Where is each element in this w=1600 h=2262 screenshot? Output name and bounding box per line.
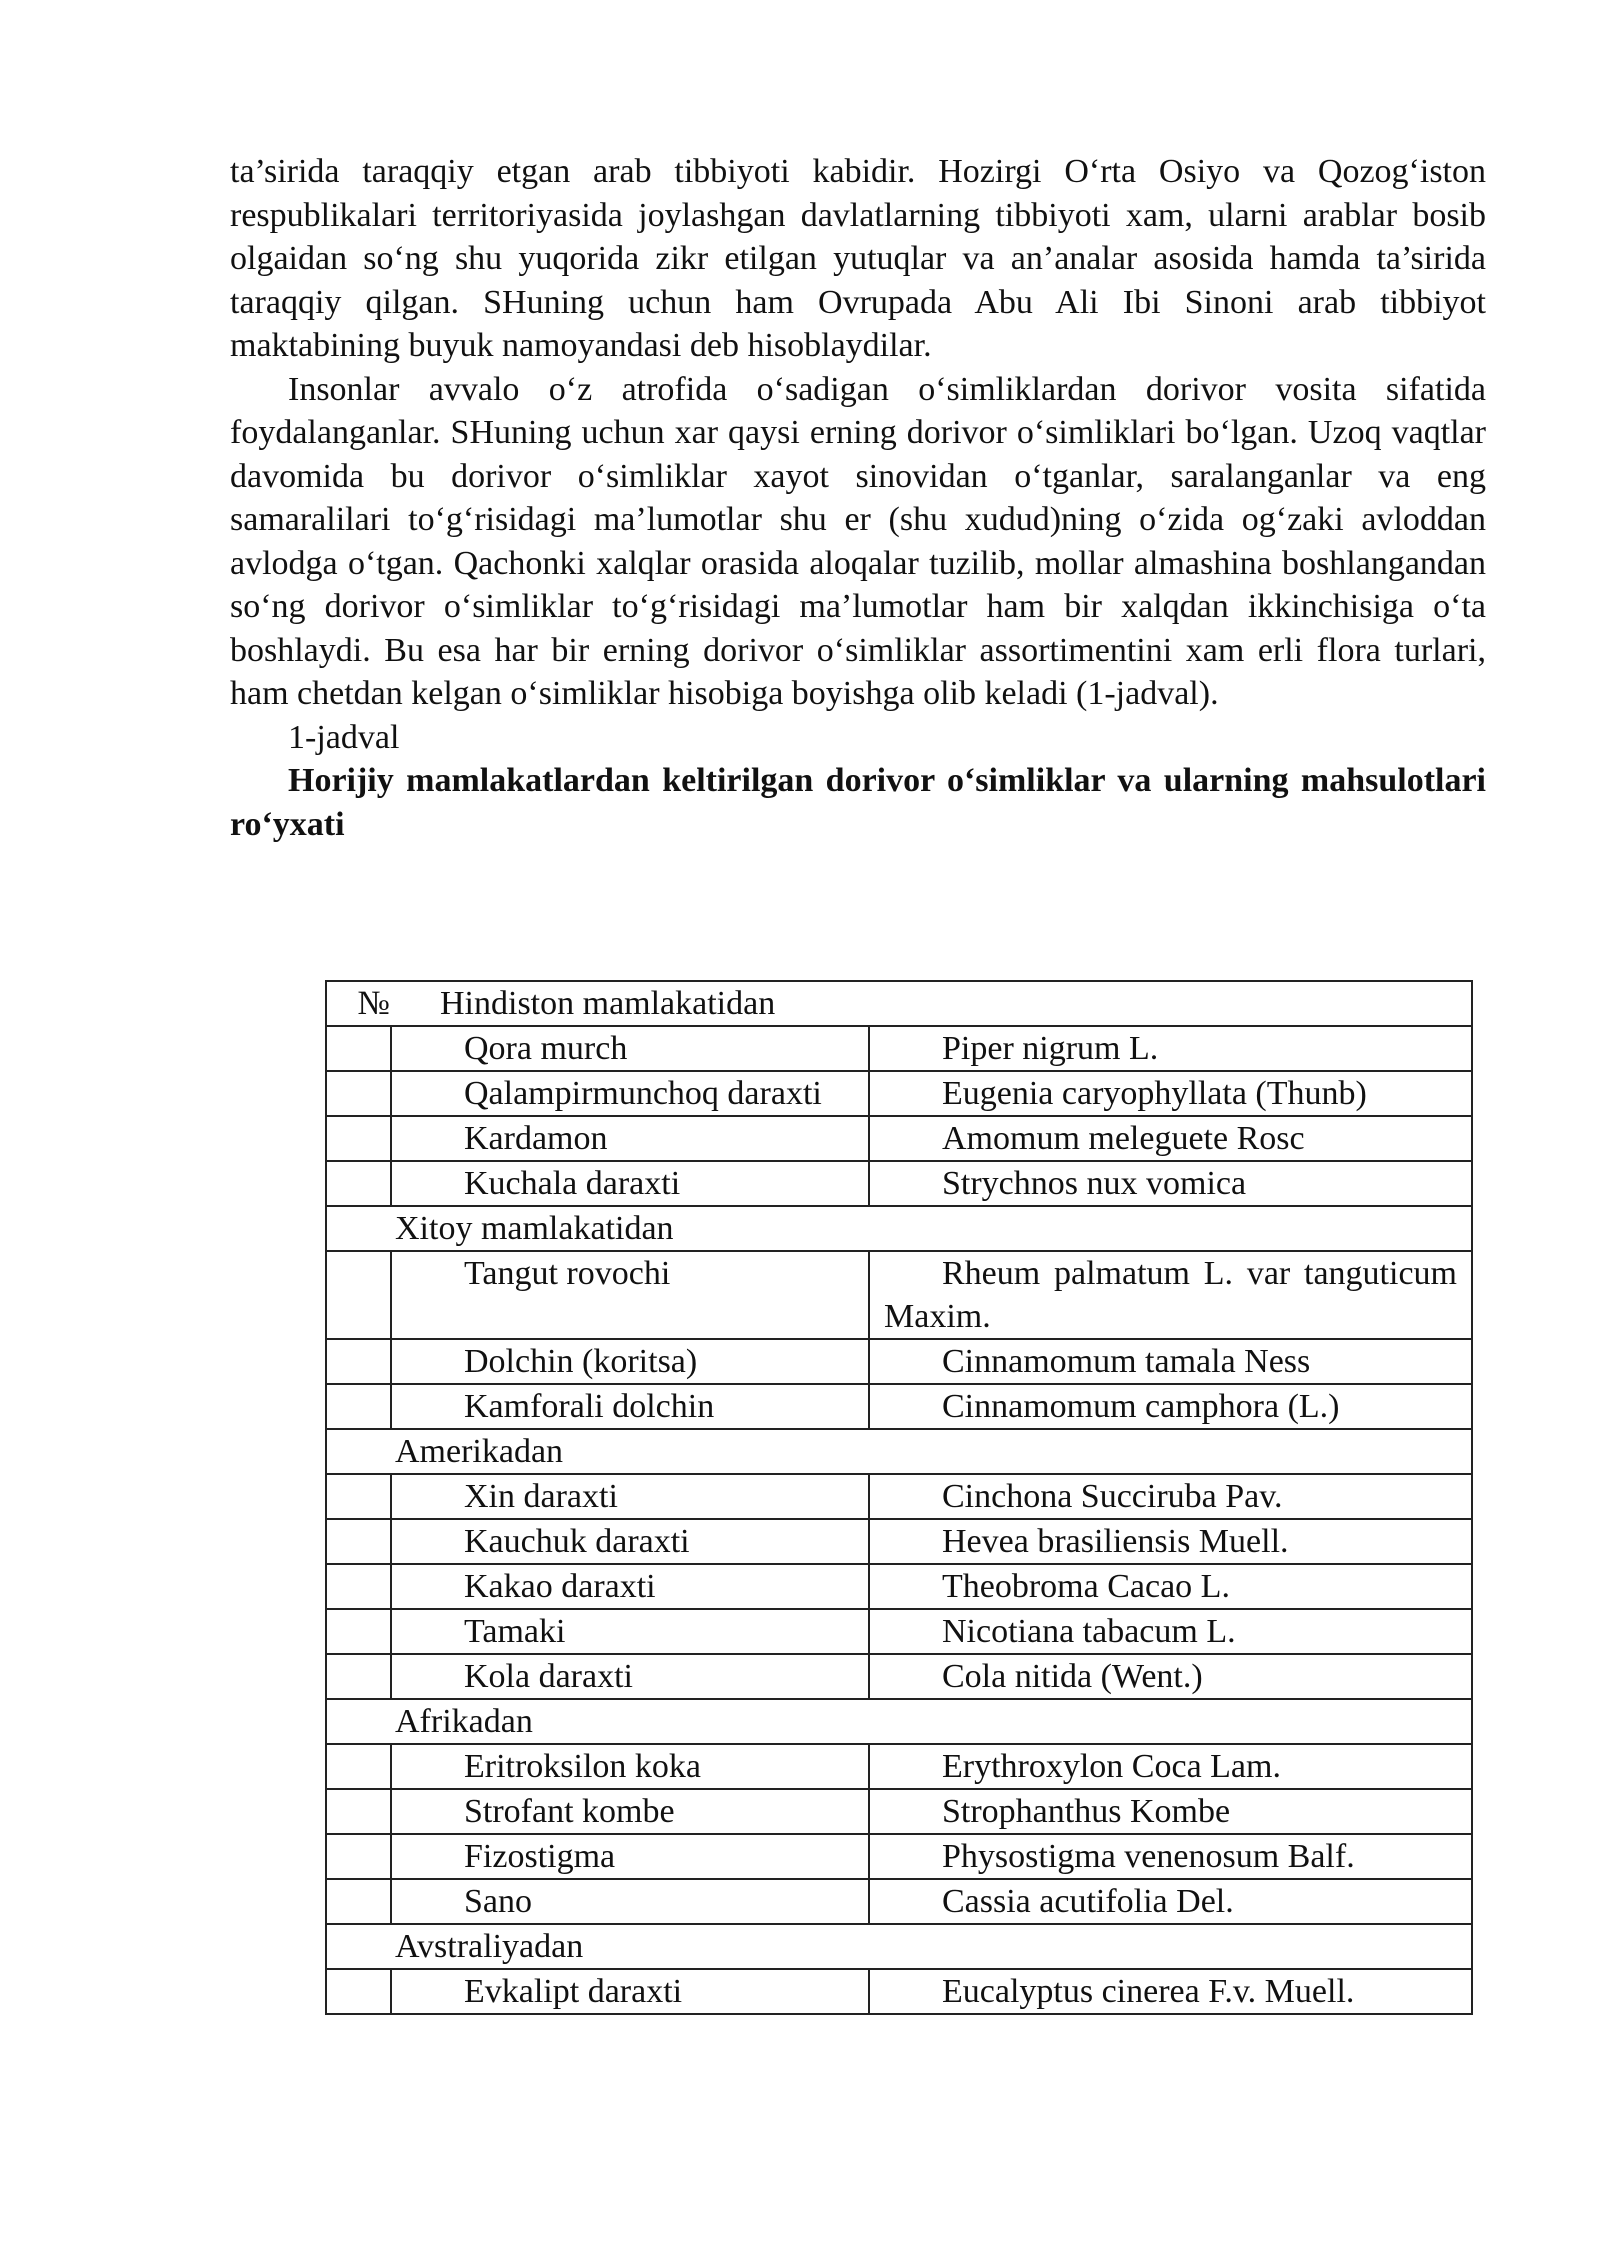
region-name: Amerikadan xyxy=(395,1433,564,1470)
plant-name-cell xyxy=(391,1339,869,1384)
region-name: Avstraliyadan xyxy=(395,1928,584,1965)
latin-name-cell xyxy=(869,1161,1472,1206)
plant-name: Evkalipt daraxti xyxy=(464,1973,683,2010)
table-row xyxy=(326,1161,1472,1206)
row-number-cell xyxy=(326,1879,391,1924)
region-row xyxy=(326,1924,1472,1969)
latin-name-cell xyxy=(869,1969,1472,2014)
plant-name-cell xyxy=(391,1384,869,1429)
region-row xyxy=(326,981,1472,1026)
latin-name: Rheum palmatum L. var tanguticum Maxim. xyxy=(884,1255,1457,1335)
paragraph-1: ta’sirida taraqqiy etgan arab tibbiyoti kabidir. Hozirgi O‘rta Osiyo va Qozog‘iston respublikalari territoriyasida joylashgan davlatlarning tibbiyoti xam, ularni arablar bosib olgaidan so‘ng shu yuqorida zikr etilgan yutuqlar va an’analar asosida hamda ta’sirida taraqqiy qilgan. SHuning uchun ham Ovrupada Abu Ali Ibi Sinoni arab tibbiyot maktabining buyuk namoyandasi deb hisoblaydilar. xyxy=(230,153,1486,364)
region-cell xyxy=(326,981,1472,1026)
row-number-cell xyxy=(326,1969,391,2014)
plants-table-body xyxy=(326,981,1472,2014)
table-row xyxy=(326,1564,1472,1609)
number-header: № xyxy=(357,985,390,1022)
plant-name-cell xyxy=(391,1251,869,1339)
latin-name: Amomum meleguete Rosc xyxy=(942,1120,1305,1157)
plant-name: Kardamon xyxy=(464,1120,608,1157)
latin-name: Strophanthus Kombe xyxy=(942,1793,1231,1830)
region-name: Hindiston mamlakatidan xyxy=(440,985,776,1022)
region-cell xyxy=(326,1206,1472,1251)
row-number-cell xyxy=(326,1474,391,1519)
plant-name: Kamforali dolchin xyxy=(464,1388,715,1425)
plant-name-cell xyxy=(391,1026,869,1071)
plant-name: Qalampirmunchoq daraxti xyxy=(464,1075,822,1112)
row-number-cell xyxy=(326,1339,391,1384)
row-number-cell xyxy=(326,1789,391,1834)
latin-name-cell xyxy=(869,1116,1472,1161)
latin-name-cell xyxy=(869,1564,1472,1609)
plant-name-cell xyxy=(391,1879,869,1924)
table-row xyxy=(326,1519,1472,1564)
table-row xyxy=(326,1339,1472,1384)
paragraph-2: Insonlar avvalo o‘z atrofida o‘sadigan o‘simliklardan dorivor vosita sifatida foydalanganlar. SHuning uchun xar qaysi erning dorivor o‘simliklari bo‘lgan. Uzoq vaqtlar davomida bu dorivor o‘simliklar xayot sinovidan o‘tganlar, saralanganlar va eng samaralilari to‘g‘risidagi ma’lumotlar shu er (shu xudud)ning o‘zida og‘zaki avloddan avlodga o‘tgan. Qachonki xalqlar orasida aloqalar tuzilib, mollar almashina boshlangandan so‘ng dorivor o‘simliklar to‘g‘risidagi ma’lumotlar ham bir xalqdan ikkinchisiga o‘ta boshlaydi. Bu esa har bir erning dorivor o‘simliklar assortimentini xam erli flora turlari, ham chetdan kelgan o‘simliklar hisobiga boyishga olib keladi (1-jadval). xyxy=(230,370,1486,712)
latin-name: Eugenia caryophyllata (Thunb) xyxy=(942,1075,1367,1112)
latin-name-cell xyxy=(869,1609,1472,1654)
latin-name: Erythroxylon Coca Lam. xyxy=(942,1748,1281,1785)
plant-name: Xin daraxti xyxy=(464,1478,618,1515)
plant-name-cell xyxy=(391,1744,869,1789)
latin-name: Hevea brasiliensis Muell. xyxy=(942,1523,1289,1560)
latin-name: Cinnamomum tamala Ness xyxy=(942,1343,1311,1380)
plant-name: Kauchuk daraxti xyxy=(464,1523,690,1560)
region-row xyxy=(326,1206,1472,1251)
plant-name-cell xyxy=(391,1474,869,1519)
plant-name-cell xyxy=(391,1654,869,1699)
plant-name-cell xyxy=(391,1609,869,1654)
row-number-cell xyxy=(326,1519,391,1564)
table-row xyxy=(326,1609,1472,1654)
plant-name: Fizostigma xyxy=(464,1838,616,1875)
plant-name: Qora murch xyxy=(464,1030,628,1067)
plant-name-cell xyxy=(391,1071,869,1116)
table-caption: 1-jadval xyxy=(288,718,400,756)
latin-name-cell xyxy=(869,1251,1472,1339)
latin-name: Cassia acutifolia Del. xyxy=(942,1883,1234,1920)
latin-name: Eucalyptus cinerea F.v. Muell. xyxy=(942,1973,1355,2010)
table-row xyxy=(326,1116,1472,1161)
plant-name-cell xyxy=(391,1519,869,1564)
row-number-cell xyxy=(326,1384,391,1429)
region-row xyxy=(326,1699,1472,1744)
plant-name-cell xyxy=(391,1969,869,2014)
row-number-cell xyxy=(326,1564,391,1609)
table-row xyxy=(326,1026,1472,1071)
latin-name: Cinchona Succiruba Pav. xyxy=(942,1478,1283,1515)
region-name: Xitoy mamlakatidan xyxy=(395,1210,674,1247)
row-number-cell xyxy=(326,1161,391,1206)
table-row xyxy=(326,1474,1472,1519)
table-row xyxy=(326,1969,1472,2014)
latin-name-cell xyxy=(869,1339,1472,1384)
row-number-cell xyxy=(326,1116,391,1161)
row-number-cell xyxy=(326,1744,391,1789)
latin-name: Nicotiana tabacum L. xyxy=(942,1613,1236,1650)
table-row xyxy=(326,1654,1472,1699)
latin-name-cell xyxy=(869,1654,1472,1699)
latin-name: Strychnos nux vomica xyxy=(942,1165,1247,1202)
plant-name-cell xyxy=(391,1116,869,1161)
table-row xyxy=(326,1384,1472,1429)
document-page xyxy=(230,150,1486,846)
plant-name: Dolchin (koritsa) xyxy=(464,1343,698,1380)
latin-name: Piper nigrum L. xyxy=(942,1030,1159,1067)
table-row xyxy=(326,1071,1472,1116)
plant-name: Kakao daraxti xyxy=(464,1568,656,1605)
latin-name: Theobroma Cacao L. xyxy=(942,1568,1230,1605)
plants-table xyxy=(325,980,1473,2015)
latin-name-cell xyxy=(869,1474,1472,1519)
latin-name-cell xyxy=(869,1384,1472,1429)
region-name: Afrikadan xyxy=(395,1703,533,1740)
region-cell xyxy=(326,1429,1472,1474)
row-number-cell xyxy=(326,1609,391,1654)
latin-name: Physostigma venenosum Balf. xyxy=(942,1838,1355,1875)
latin-name: Cola nitida (Went.) xyxy=(942,1658,1203,1695)
latin-name-cell xyxy=(869,1744,1472,1789)
plant-name: Eritroksilon koka xyxy=(464,1748,702,1785)
latin-name-cell xyxy=(869,1026,1472,1071)
plant-name: Sano xyxy=(464,1883,532,1920)
plant-name-cell xyxy=(391,1834,869,1879)
row-number-cell xyxy=(326,1071,391,1116)
table-title: Horijiy mamlakatlardan keltirilgan dorivor o‘simliklar va ularning mahsulotlari ro‘yxati xyxy=(230,762,1486,843)
table-row xyxy=(326,1834,1472,1879)
plant-name-cell xyxy=(391,1789,869,1834)
region-cell xyxy=(326,1699,1472,1744)
region-cell xyxy=(326,1924,1472,1969)
plant-name: Strofant kombe xyxy=(464,1793,675,1830)
plant-name-cell xyxy=(391,1564,869,1609)
region-row xyxy=(326,1429,1472,1474)
row-number-cell xyxy=(326,1654,391,1699)
table-row xyxy=(326,1744,1472,1789)
plant-name-cell xyxy=(391,1161,869,1206)
table-row xyxy=(326,1789,1472,1834)
latin-name-cell xyxy=(869,1789,1472,1834)
row-number-cell xyxy=(326,1834,391,1879)
plant-name: Kuchala daraxti xyxy=(464,1165,681,1202)
plant-name: Tamaki xyxy=(464,1613,566,1650)
table-row xyxy=(326,1879,1472,1924)
table-row xyxy=(326,1251,1472,1339)
latin-name-cell xyxy=(869,1071,1472,1116)
row-number-cell xyxy=(326,1251,391,1339)
row-number-cell xyxy=(326,1026,391,1071)
latin-name-cell xyxy=(869,1834,1472,1879)
latin-name-cell xyxy=(869,1879,1472,1924)
latin-name-cell xyxy=(869,1519,1472,1564)
plant-name: Kola daraxti xyxy=(464,1658,633,1695)
plant-name: Tangut rovochi xyxy=(464,1255,671,1292)
latin-name: Cinnamomum camphora (L.) xyxy=(942,1388,1340,1425)
